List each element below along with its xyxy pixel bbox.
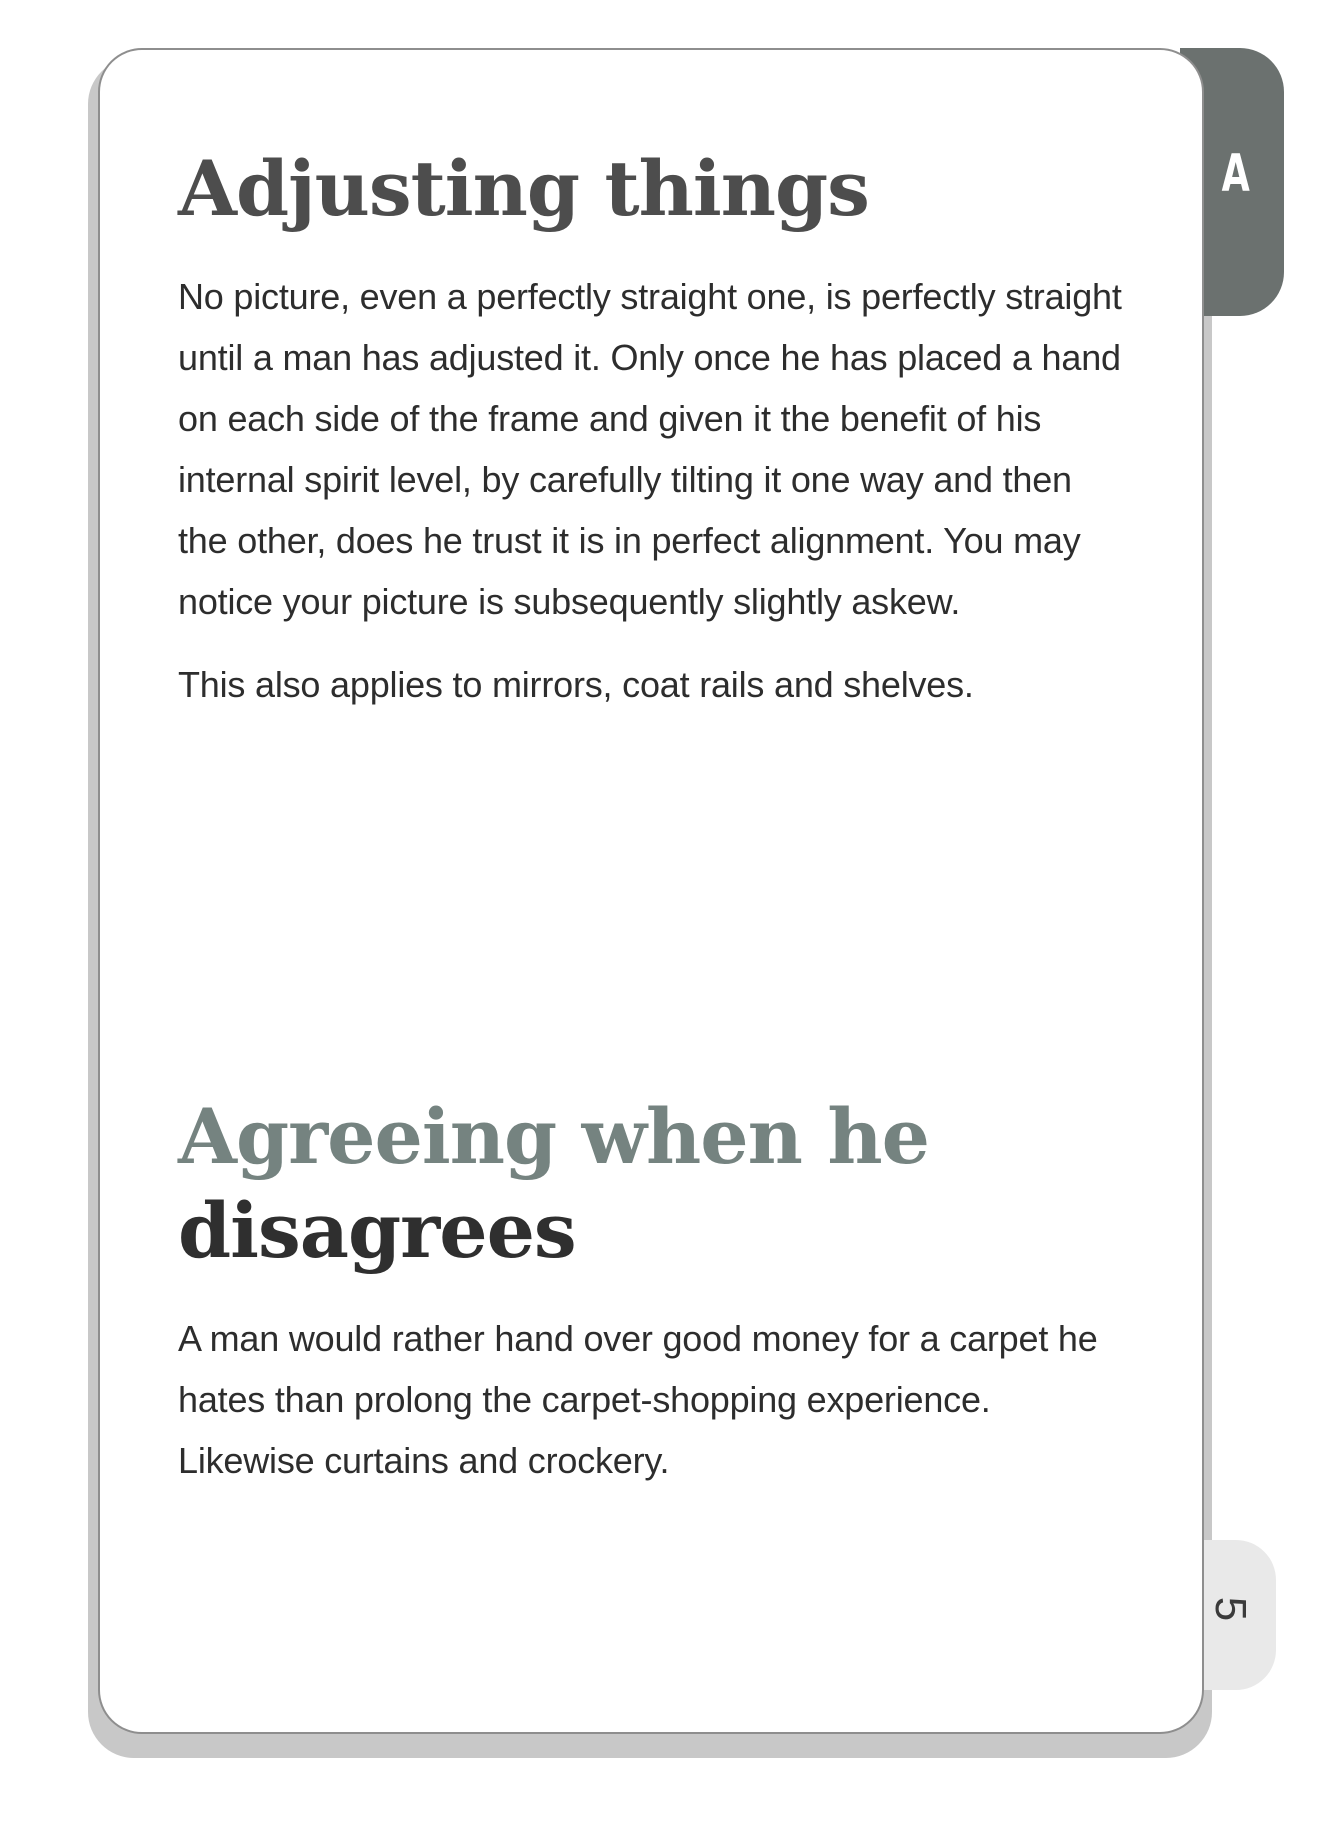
- section-title-line-1: Agreeing when he: [178, 1092, 929, 1181]
- alphabet-tab-letter: A: [1221, 144, 1251, 204]
- section-agreeing-when-he-disagrees: [178, 1090, 1128, 1491]
- page-number: 5: [1206, 1596, 1255, 1622]
- section-title: [178, 1090, 1128, 1278]
- section-adjusting-things: [178, 142, 1128, 715]
- section-paragraph: This also applies to mirrors, coat rails and shelves.: [178, 664, 974, 705]
- section-paragraph: No picture, even a perfectly straight one, is perfectly straight until a man has adjusted it. Only once he has placed a hand on each side of the frame and given it the benefit of his internal spirit level, by carefully tilting it one way and then the other, does he trust it is in perfect alignment. You may notice your picture is subsequently slightly askew.: [178, 276, 1122, 622]
- section-title-line-2: disagrees: [178, 1186, 576, 1275]
- section-title: Adjusting things: [178, 144, 869, 233]
- section-paragraph: A man would rather hand over good money for a carpet he hates than prolong the carpet-shopping experience. Likewise curtains and crockery.: [178, 1318, 1098, 1481]
